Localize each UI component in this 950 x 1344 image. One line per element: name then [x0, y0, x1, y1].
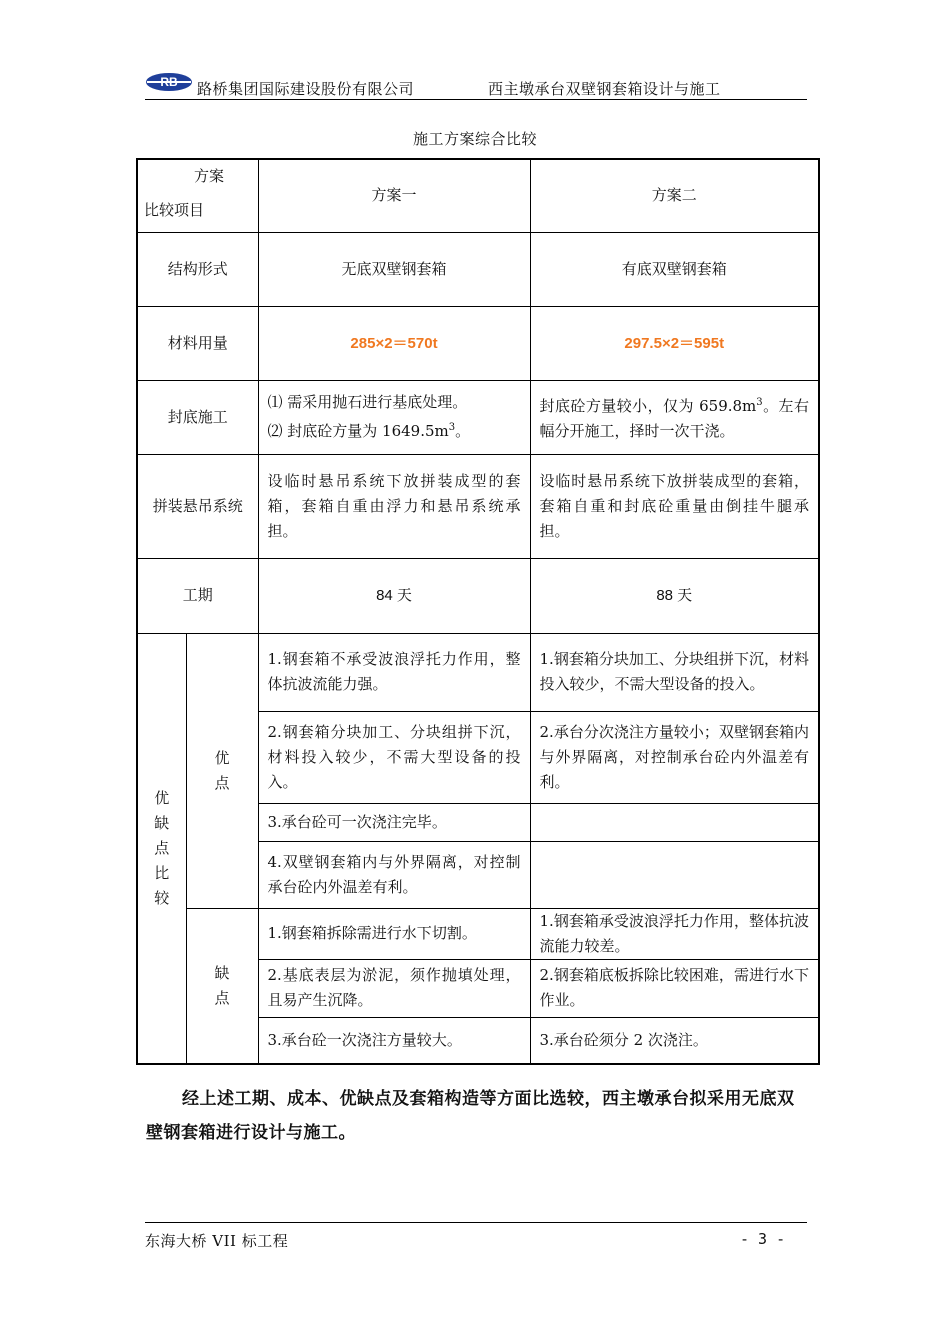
plan1-cell: 设临时悬吊系统下放拼装成型的套箱，套箱自重由浮力和悬吊系统承担。 [258, 454, 530, 558]
footer-rule [145, 1222, 807, 1223]
vertical-char: 优 [214, 748, 230, 767]
superscript: 3 [756, 397, 763, 408]
plan2-con: 1.钢套箱承受波浪浮托力作用，整体抗波流能力较差。 [530, 908, 819, 959]
plan1-con: 3.承台砼一次浇注方量较大。 [258, 1017, 530, 1064]
row-label: 封底施工 [137, 380, 258, 454]
plan1-cell: 285×2＝570t [258, 306, 530, 380]
table-row [137, 232, 819, 306]
cons-row [137, 908, 819, 959]
corner-top-label: 方案 [194, 167, 225, 185]
pros-label [186, 633, 258, 908]
plan1-pro: 3.承台砼可一次浇注完毕。 [258, 803, 530, 841]
plan2-pro [530, 803, 819, 841]
plan2-header: 方案二 [530, 159, 819, 232]
vertical-char: 点 [154, 838, 170, 857]
plan1-line: ⑴ 需采用抛石进行基底处理。 [267, 393, 468, 411]
header-rule [145, 99, 807, 100]
plan2-text-end: 。左右幅分开施工，择时一次干浇。 [539, 397, 809, 440]
pros-row [137, 633, 819, 711]
page-header [145, 68, 807, 100]
table-title: 施工方案综合比较 [412, 130, 537, 148]
plan1-cell: 无底双壁钢套箱 [258, 232, 530, 306]
plan1-pro: 4.双壁钢套箱内与外界隔离，对控制承台砼内外温差有利。 [258, 841, 530, 908]
superscript: 3 [448, 422, 456, 433]
table-header-row [137, 159, 819, 232]
table-row [137, 380, 819, 454]
plan1-cell: 84 天 [258, 558, 530, 633]
header-company: 路桥集团国际建设股份有限公司 [197, 80, 415, 98]
plan1-header: 方案一 [258, 159, 530, 232]
footer-project: 东海大桥 VII 标工程 [145, 1232, 289, 1250]
vertical-char: 缺 [214, 963, 230, 982]
plan1-line-text: ⑵ 封底砼方量为 1649.5m [267, 422, 449, 440]
plan2-pro: 2.承台分次浇注方量较小；双壁钢套箱内与外界隔离，对控制承台砼内外温差有利。 [530, 711, 819, 803]
plan1-pro: 1.钢套箱不承受波浪浮托力作用，整体抗波流能力强。 [258, 633, 530, 711]
row-label: 结构形式 [137, 232, 258, 306]
cons-label-text [196, 961, 249, 1011]
plan2-cell: 88 天 [530, 558, 819, 633]
header-doc-title: 西主墩承台双壁钢套箱设计与施工 [488, 80, 721, 98]
pros-cons-label-text [147, 786, 177, 911]
plan1-line-end: 。 [455, 422, 471, 440]
vertical-char: 较 [154, 888, 170, 907]
plan1-cell [258, 380, 530, 454]
plan2-text: 封底砼方量较小，仅为 659.8m [539, 397, 757, 415]
vertical-char: 优 [154, 788, 170, 807]
plan2-cell: 297.5×2＝595t [530, 306, 819, 380]
company-logo-icon [145, 70, 193, 94]
plan1-line [268, 415, 521, 444]
vertical-char: 比 [154, 863, 170, 882]
plan1-pro: 2.钢套箱分块加工、分块组拼下沉，材料投入较少，不需大型设备的投入。 [258, 711, 530, 803]
table-row [137, 454, 819, 558]
plan2-con: 2.钢套箱底板拆除比较困难，需进行水下作业。 [530, 959, 819, 1017]
vertical-char: 点 [214, 988, 230, 1007]
page-number: - 3 - [740, 1230, 786, 1248]
plan1-con: 1.钢套箱拆除需进行水下切割。 [258, 908, 530, 959]
plan2-con: 3.承台砼须分 2 次浇注。 [530, 1017, 819, 1064]
row-label: 材料用量 [137, 306, 258, 380]
table-row [137, 558, 819, 633]
plan2-cell: 设临时悬吊系统下放拼装成型的套箱，套箱自重和封底砼重量由倒挂牛腿承担。 [530, 454, 819, 558]
table-row [137, 306, 819, 380]
conclusion-paragraph: 经上述工期、成本、优缺点及套箱构造等方面比选较，西主墩承台拟采用无底双壁钢套箱进行设计与施工。 [146, 1089, 795, 1143]
cons-label [186, 908, 258, 1064]
svg-text:RB: RB [160, 75, 178, 89]
pros-cons-label [137, 633, 186, 1064]
corner-cell [137, 159, 258, 232]
plan2-cell [530, 380, 819, 454]
pros-label-text [196, 746, 249, 796]
row-label: 工期 [137, 558, 258, 633]
vertical-char: 缺 [154, 813, 170, 832]
plan1-con: 2.基底表层为淤泥，须作抛填处理，且易产生沉降。 [258, 959, 530, 1017]
plan2-cell: 有底双壁钢套箱 [530, 232, 819, 306]
row-label: 拼装悬吊系统 [137, 454, 258, 558]
plan2-pro [530, 841, 819, 908]
vertical-char: 点 [214, 773, 230, 792]
corner-bottom-label: 比较项目 [144, 201, 205, 219]
plan2-pro: 1.钢套箱分块加工、分块组拼下沉，材料投入较少，不需大型设备的投入。 [530, 633, 819, 711]
comparison-table [136, 158, 820, 1065]
